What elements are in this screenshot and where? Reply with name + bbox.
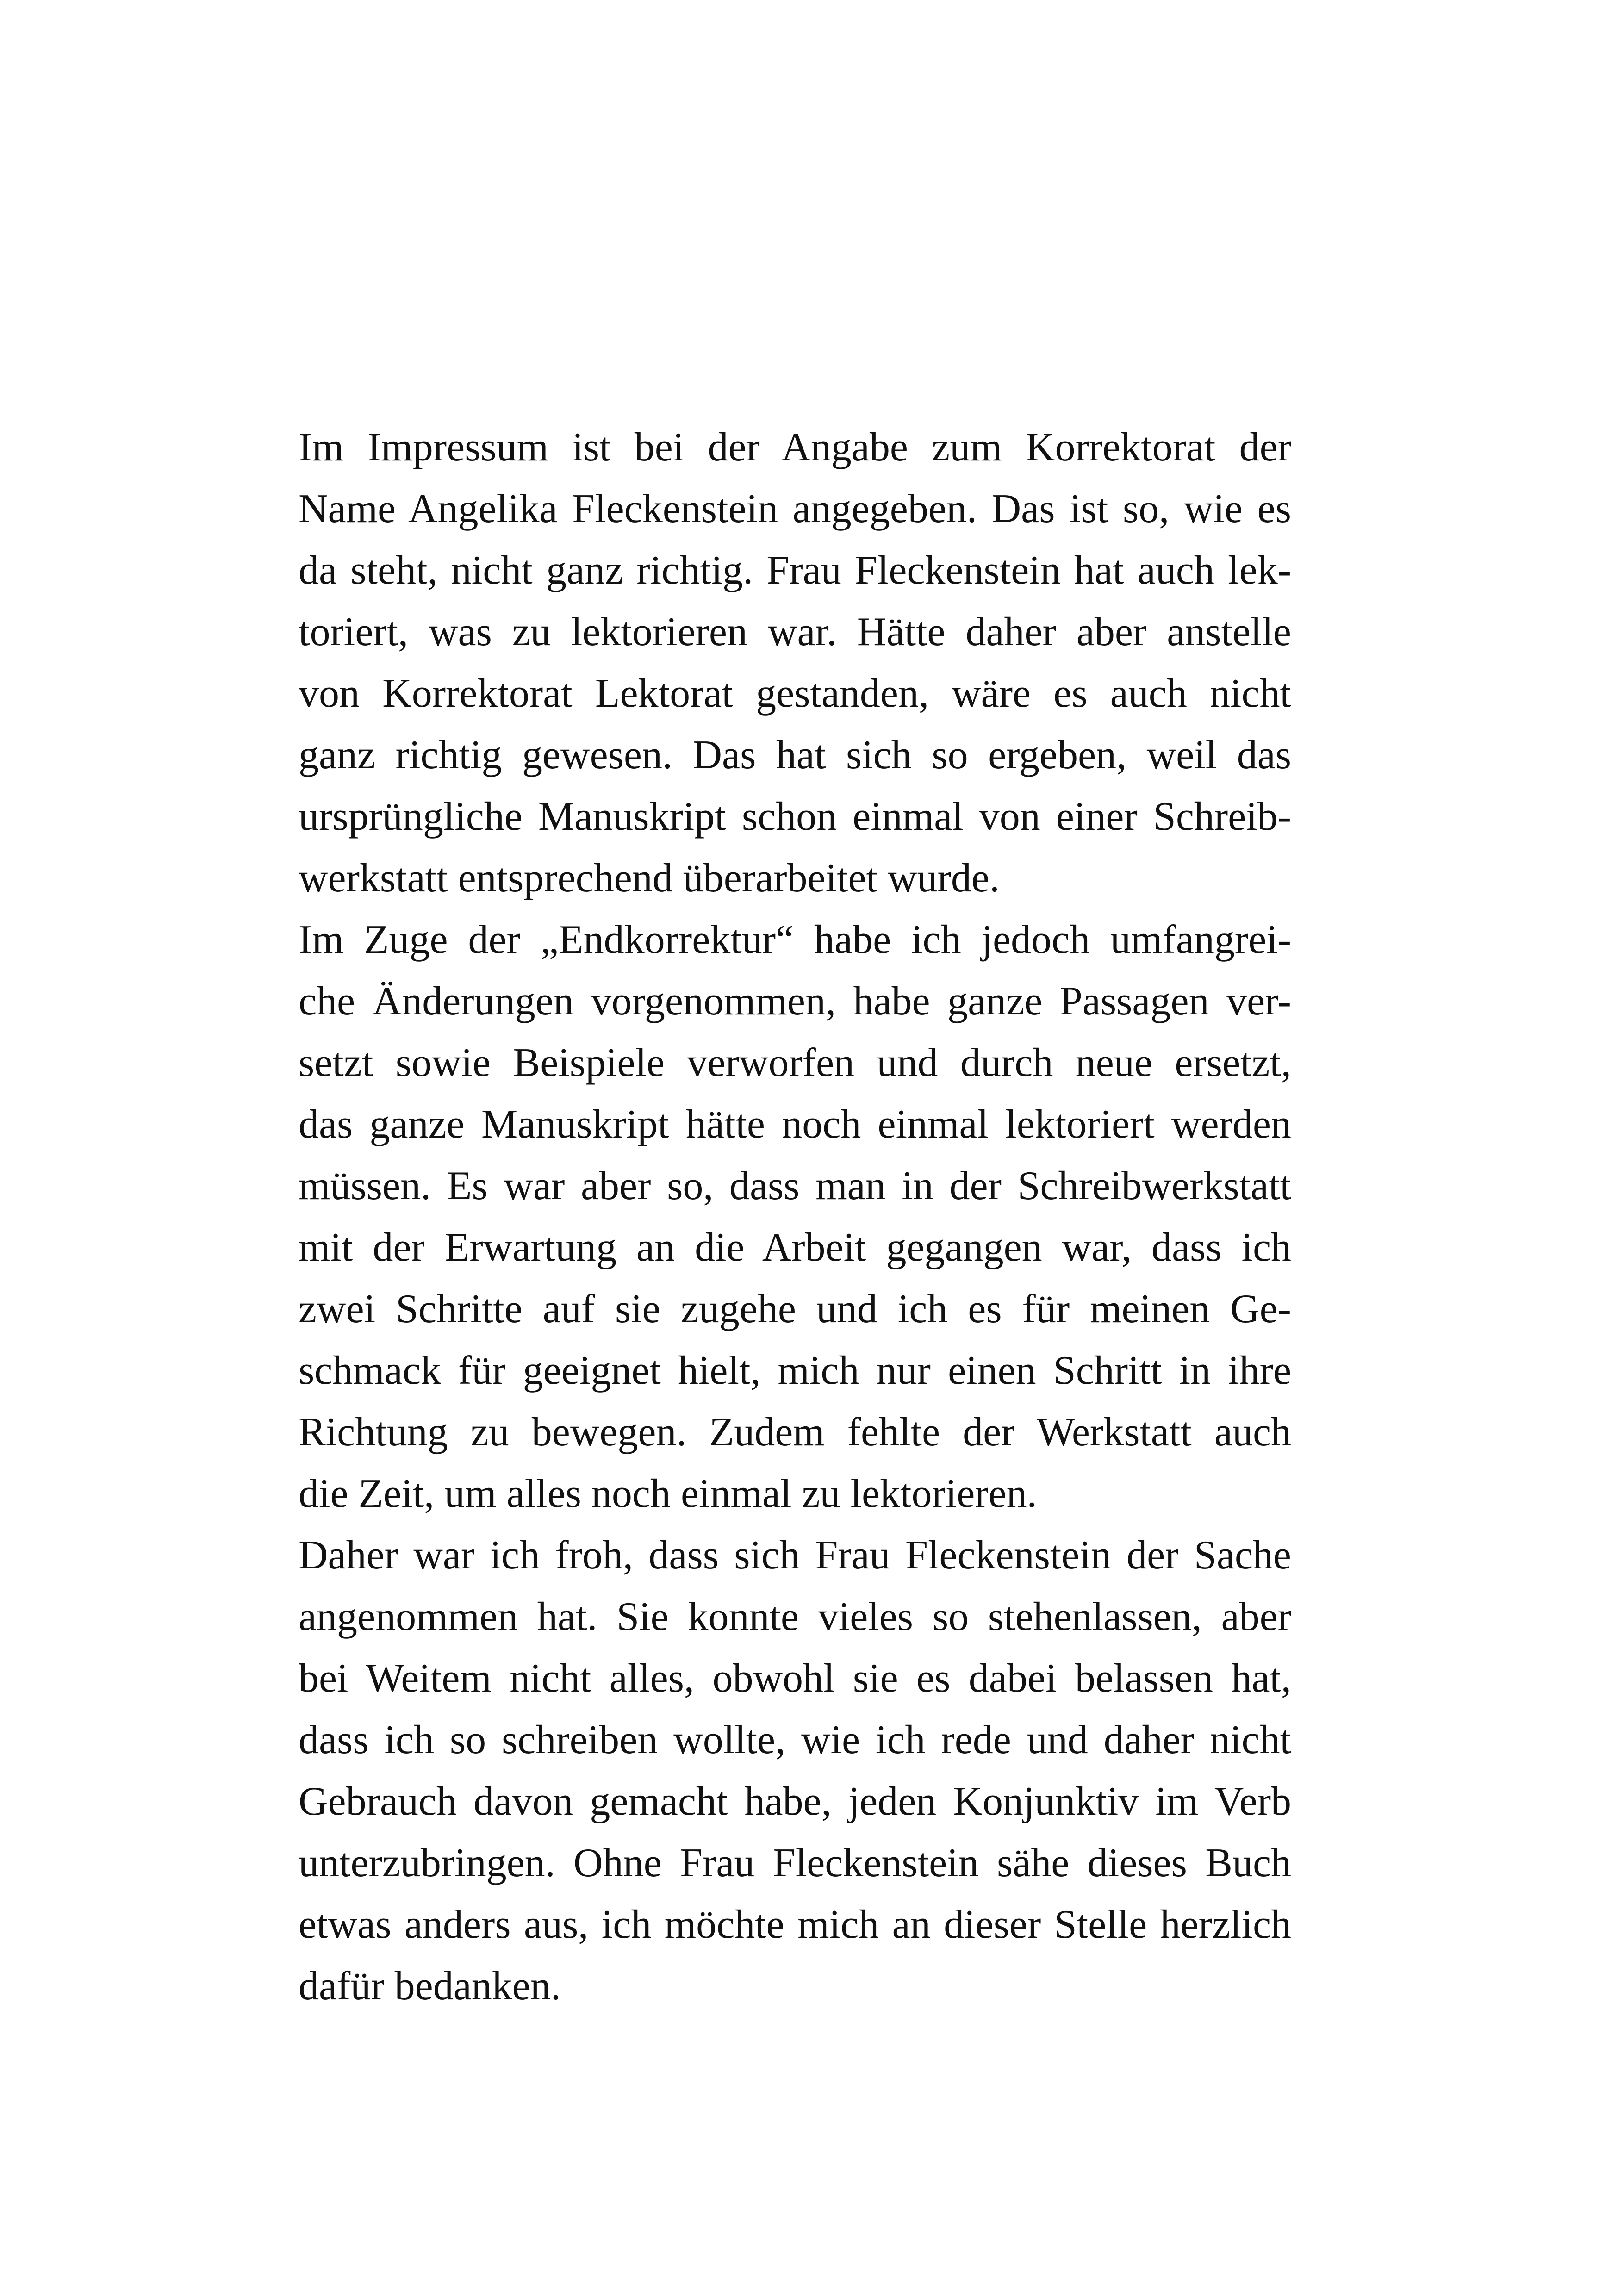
body-text	[299, 417, 1291, 2017]
text-line: setzt sowie Beispiele verworfen und durch neue ersetzt,	[299, 1040, 1291, 1085]
text-line: die Zeit, um alles noch einmal zu lektorieren.	[299, 1471, 1037, 1516]
text-line: das ganze Manuskript hätte noch einmal lektoriert werden	[299, 1102, 1291, 1147]
text-line: toriert, was zu lektorieren war. Hätte daher aber anstelle	[299, 610, 1291, 654]
text-line: Im Impressum ist bei der Angabe zum Korrektorat der	[299, 425, 1291, 470]
text-line: Name Angelika Fleckenstein angegeben. Das ist so, wie es	[299, 486, 1291, 531]
text-line: dass ich so schreiben wollte, wie ich rede und daher nicht	[299, 1717, 1291, 1762]
text-line: von Korrektorat Lektorat gestanden, wäre es auch nicht	[299, 671, 1291, 716]
text-line: Richtung zu bewegen. Zudem fehlte der Werkstatt auch	[299, 1410, 1291, 1455]
text-line: schmack für geeignet hielt, mich nur einen Schritt in ihre	[299, 1348, 1291, 1393]
text-line: bei Weitem nicht alles, obwohl sie es dabei belassen hat,	[299, 1656, 1291, 1701]
text-line: da steht, nicht ganz richtig. Frau Fleckenstein hat auch lek-	[299, 548, 1291, 593]
text-line: mit der Erwartung an die Arbeit gegangen war, dass ich	[299, 1225, 1291, 1270]
text-line: angenommen hat. Sie konnte vieles so stehenlassen, aber	[299, 1594, 1291, 1639]
text-line: zwei Schritte auf sie zugehe und ich es für meinen Ge-	[299, 1287, 1291, 1332]
text-line: ganz richtig gewesen. Das hat sich so ergeben, weil das	[299, 733, 1291, 778]
text-line: etwas anders aus, ich möchte mich an dieser Stelle herzlich	[299, 1902, 1291, 1947]
text-line: Gebrauch davon gemacht habe, jeden Konjunktiv im Verb	[299, 1779, 1291, 1824]
text-line: Daher war ich froh, dass sich Frau Fleckenstein der Sache	[299, 1533, 1291, 1578]
text-line: Im Zuge der „Endkorrektur“ habe ich jedoch umfangrei-	[299, 917, 1291, 962]
text-line: che Änderungen vorgenommen, habe ganze Passagen ver-	[299, 979, 1291, 1024]
text-line: werkstatt entsprechend überarbeitet wurde.	[299, 856, 1000, 901]
text-line: unterzubringen. Ohne Frau Fleckenstein sähe dieses Buch	[299, 1841, 1291, 1885]
text-line: dafür bedanken.	[299, 1964, 561, 2009]
text-line: müssen. Es war aber so, dass man in der Schreibwerkstatt	[299, 1164, 1291, 1208]
text-line: ursprüngliche Manuskript schon einmal von einer Schreib-	[299, 794, 1291, 839]
